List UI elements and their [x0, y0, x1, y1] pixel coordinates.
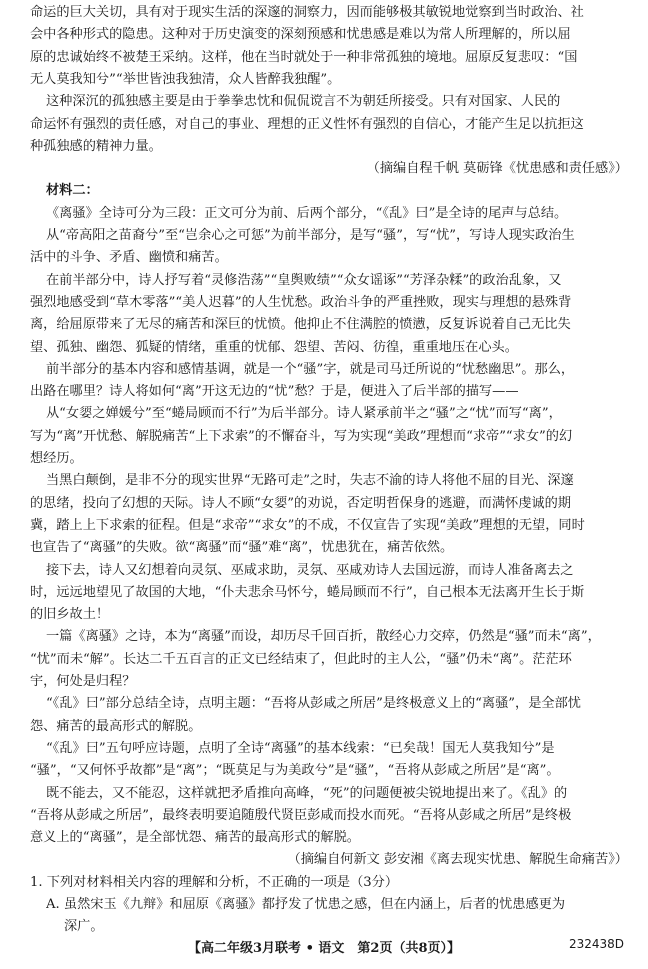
- option-a: A. 虽然宋玉《九辩》和屈原《离骚》都抒发了忧患之感，但在内涵上，后者的忧患感更为: [46, 897, 566, 912]
- page-footer: [0, 937, 648, 957]
- option-a-cont: 深广。: [64, 919, 104, 935]
- text-line: 也宣告了“离骚”的失败。欲“离骚”而“骚”难“离”，忧患犹在，痛苦依然。: [30, 540, 454, 556]
- text-line: “《乱》曰”部分总结全诗，点明主题：“吾将从彭咸之所居”是终极意义上的“离骚”，是全部忧: [46, 696, 581, 712]
- text-line: 望、孤独、幽怨、狐疑的情绪，重重的忧郁、怨望、苦闷、彷徨，重重地压在心头。: [30, 339, 518, 355]
- text-line: 从“帝高阳之苗裔兮”至“岂余心之可惩”为前半部分，是写“骚”，写“忧”，写诗人现实政治生: [46, 228, 575, 243]
- text-line: 原的忠诚始终不被楚王采纳。这样，他在当时就处于一种非常孤独的境地。屈原反复悲叹：“国: [30, 49, 578, 65]
- text-line: 无人莫我知兮”“举世皆浊我独清，众人皆醉我独醒”。: [30, 71, 341, 87]
- source-citation: （摘编自程千帆 莫砺锋《忧患感和责任感》）: [366, 161, 628, 177]
- text-line: 想经历。: [30, 451, 83, 466]
- text-line: 活中的斗争、矛盾、幽愤和痛苦。: [30, 250, 228, 266]
- text-line: 出路在哪里？诗人将如何“离”开这无边的“忧”愁？于是，便进入了后半部的描写——: [30, 384, 519, 400]
- question-stem: 1. 下列对材料相关内容的理解和分析，不正确的一项是（3分）: [30, 874, 399, 890]
- text-line: 当黑白颠倒，是非不分的现实世界“无路可走”之时，失志不渝的诗人将他不屈的目光、深邃: [46, 473, 574, 489]
- text-line: 前半部分的基本内容和感情基调，就是一个“骚”字，就是司马迁所说的“忧愁幽思”。那么，: [46, 361, 575, 377]
- text-line: 种孤独感的精神力量。: [30, 138, 162, 154]
- text-line: 一篇《离骚》之诗，本为“离骚”而设，却历尽千回百折，散经心力交瘁，仍然是“骚”而未“离”，: [46, 629, 601, 645]
- text-line: 冀，踏上上下求索的征程。但是“求帝”“求女”的不成，不仅宣告了实现“美政”理想的无望，同时: [30, 517, 585, 533]
- text-line: 既不能去，又不能忍，这样就把矛盾推向高峰，“死”的问题便被尖锐地提出来了。《乱》的: [46, 785, 568, 801]
- text-line: “骚”，“又何怀乎故都”是“离”；“既莫足与为美政兮”是“骚”，“吾将从彭咸之所居”是“离”。: [30, 763, 560, 779]
- text-line: 命运怀有强烈的责任感，对自己的事业、理想的正义性怀有强烈的自信心，才能产生足以抗拒这: [30, 116, 584, 132]
- section-heading: 材料二：: [46, 183, 99, 199]
- footer-title: 【高二年级3月联考 • 语文 第2页（共8页）】: [188, 941, 460, 956]
- text-line: 意义上的“离骚”，是全部忧怨、痛苦的最高形式的解脱。: [30, 830, 360, 846]
- text-line: 离，给屈原带来了无尽的痛苦和深巨的忧愤。他抑止不住满腔的愤懑，反复诉说着自己无比失: [30, 317, 571, 333]
- text-line: 宇，何处是归程？: [30, 674, 136, 689]
- text-line: 接下去，诗人又幻想着向灵氛、巫咸求助，灵氛、巫咸劝诗人去国远游，而诗人准备离去之: [46, 562, 574, 578]
- text-line: 强烈地感受到“草木零落”“美人迟暮”的人生忧愁。政治斗争的严重挫败，现实与理想的悬殊背: [30, 294, 572, 310]
- text-line: “吾将从彭咸之所居”，最终表明要追随殷代贤臣彭咸而投水而死。“吾将从彭咸之所居”是终极: [30, 807, 572, 823]
- text-line: 的思绪，投向了幻想的天际。诗人不顾“女媭”的劝说，否定明哲保身的逃避，而满怀虔诚的期: [30, 495, 571, 511]
- text-line: 怨、痛苦的最高形式的解脱。: [30, 718, 202, 734]
- source-citation: （摘编自何新文 彭安湘《离去现实忧患、解脱生命痛苦》）: [287, 852, 628, 868]
- text-line: “《乱》曰”五句呼应诗题，点明了全诗“离骚”的基本线索：“已矣哉！国无人莫我知兮”是: [46, 740, 555, 756]
- text-line: 从“女媭之婵媛兮”至“蜷局顾而不行”为后半部分。诗人紧承前半之“骚”之“忧”而写“离”，: [46, 406, 562, 422]
- text-line: 在前半部分中，诗人抒写着“灵修浩荡”“皇舆败绩”“众女谣诼”“芳泽杂糅”的政治乱象，又: [46, 272, 562, 288]
- text-line: 时，远远地望见了故国的大地，“仆夫悲余马怀兮，蜷局顾而不行”，自己根本无法离开生长于斯: [30, 584, 585, 600]
- footer-code: 232438D: [568, 937, 624, 951]
- text-line: 会中各种形式的隐患。这种对于历史演变的深刻预感和忧患感是难以为常人所理解的，所以屈: [30, 27, 571, 43]
- text-line: 《离骚》全诗可分为三段：正文可分为前、后两个部分，“《乱》曰”是全诗的尾声与总结。: [46, 205, 568, 221]
- text-line: “忧”而未“解”。长达二千五百言的正文已经结束了，但此时的主人公，“骚”仍未“离”。茫茫环: [30, 651, 572, 667]
- text-line: 的旧乡故土！: [30, 607, 110, 623]
- text-line: 这种深沉的孤独感主要是由于拳拳忠忱和侃侃谠言不为朝廷所接受。只有对国家、人民的: [46, 94, 561, 110]
- text-line: 写为“离”开忧愁、解脱痛苦“上下求索”的不懈奋斗，写为实现“美政”理想而“求帝”“求女”的幻: [30, 428, 573, 444]
- text-line: 命运的巨大关切，具有对于现实生活的深邃的洞察力，因而能够极其敏锐地觉察到当时政治、社: [30, 5, 584, 20]
